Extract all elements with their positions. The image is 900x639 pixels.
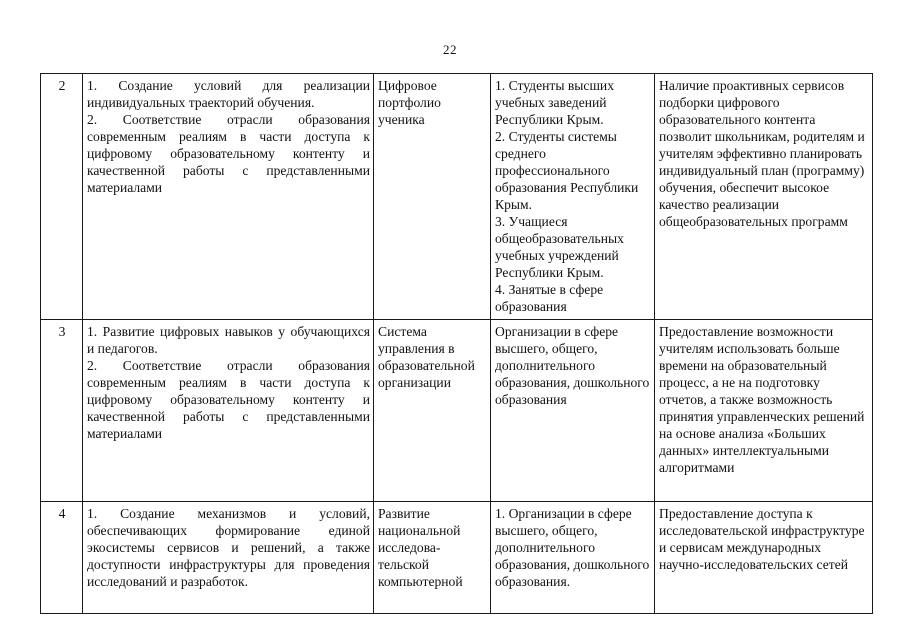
- audience-cell: [491, 502, 655, 614]
- table-row: [41, 320, 873, 502]
- project-cell: Развитие национальной исследова-тельской компьютерной: [374, 502, 491, 614]
- audience-cell: [491, 320, 655, 502]
- table-row: [41, 502, 873, 614]
- row-number-cell: 4: [41, 502, 83, 614]
- goal-item: 1. Создание механизмов и условий, обеспечивающих формирование единой экосистемы сервисов и решений, а также доступности инфраструктуры для проведения исследований и разработок.: [87, 506, 370, 589]
- audience-item: Организации в сфере высшего, общего, дополнительного образования, дошкольного образования: [495, 324, 650, 407]
- goal-item: 1. Создание условий для реализации индивидуальных траекторий обучения.: [87, 78, 370, 110]
- effect-cell: Предоставление доступа к исследовательской инфраструктуре и сервисам международных научно-исследовательских сетей: [655, 502, 873, 614]
- row-number-cell: 2: [41, 74, 83, 320]
- goals-cell: [83, 320, 374, 502]
- audience-item: 4. Занятые в сфере образования: [495, 282, 604, 314]
- goal-item: 2. Соответствие отрасли образования современным реалиям в части доступа к цифровому образовательному контенту и качественной работы с представленными материалами: [87, 112, 370, 195]
- document-table: [40, 73, 873, 614]
- goal-item: 1. Развитие цифровых навыков у обучающихся и педагогов.: [87, 324, 370, 356]
- page-number: 22: [443, 42, 457, 57]
- audience-item: 3. Учащиеся общеобразовательных учебных учреждений Республики Крым.: [495, 214, 624, 280]
- table-row: [41, 74, 873, 320]
- effect-cell: Наличие проактивных сервисов подборки цифрового образовательного контента позволит школьникам, родителям и учителям эффективно планировать индивидуальный план (программу) обучения, обеспечит высокое качество реализации общеобразовательных программ: [655, 74, 873, 320]
- goals-cell: [83, 74, 374, 320]
- row-number-cell: 3: [41, 320, 83, 502]
- project-cell: Система управления в образовательной организации: [374, 320, 491, 502]
- audience-cell: [491, 74, 655, 320]
- effect-cell: Предоставление возможности учителям использовать больше времени на образовательный процесс, а не на подготовку отчетов, а также возможность принятия управленческих решений на основе анализа «Больших данных» интеллектуальными алгоритмами: [655, 320, 873, 502]
- goals-cell: [83, 502, 374, 614]
- audience-item: 1. Организации в сфере высшего, общего, дополнительного образования, дошкольного образования.: [495, 506, 650, 589]
- audience-item: 2. Студенты системы среднего профессионального образования Республики Крым.: [495, 129, 639, 212]
- goal-item: 2. Соответствие отрасли образования современным реалиям в части доступа к цифровому образовательному контенту и качественной работы с представленными материалами: [87, 358, 370, 441]
- project-cell: Цифровое портфолио ученика: [374, 74, 491, 320]
- audience-item: 1. Студенты высших учебных заведений Республики Крым.: [495, 78, 615, 127]
